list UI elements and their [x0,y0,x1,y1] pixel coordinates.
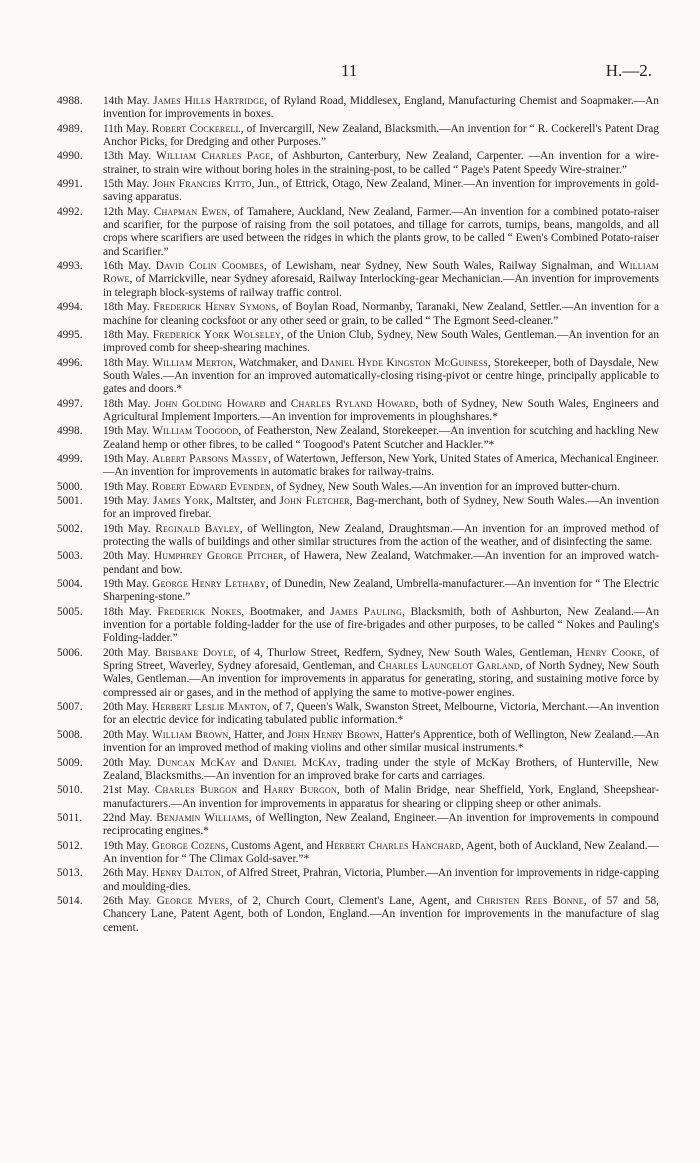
patent-entry [57,578,659,605]
patent-entry [57,481,659,494]
entry-description: , Agent, both of Auckland, New Zealand.—An invention for “ The Climax Gold-saver.”* [103,839,659,865]
applicant-name: Daniel Hyde Kingston McGuiness [320,356,488,369]
applicant-name: Frederick Henry Symons [153,301,276,314]
applicant-name: Robert Edward Evenden [151,480,272,493]
entry-text [103,784,659,811]
entry-description: , both of Malin Bridge, near Sheffield, York, England, Sheepshear-manufacturers.—An invention for improvements in apparatus for shearing or clipping sheep or other animals. [103,784,660,810]
entry-description: , of Ashburton, Canterbury, New Zealand, Carpenter. —An invention for a wire-strainer, to strain wire without boring holes in the straining-post, to be called “ Page's Patent Speedy Wire-strainer.” [103,150,659,176]
applicant-name: Charles Burgon [154,784,238,797]
entry-description: , Bag-merchant, both of Sydney, New South Wales.—An invention for an improved firebar. [103,494,659,521]
entry-number: 4988. [57,95,83,107]
entry-description: , trading under the style of McKay Brothers, of Hunterville, New Zealand, Blacksmiths.—An invention for an improved brake for carts and carriages. [103,756,659,782]
patent-entry [57,329,659,356]
entry-date: 19th May. [103,425,150,438]
entry-number: 5008. [57,728,83,741]
entry-text [103,895,659,935]
patent-entry [57,95,659,122]
entry-description: , of Invercargill, New Zealand, Blacksmith.—An invention for “ R. Cockerell's Patent Drag Anchor Picks, for Dredging and other Purposes.” [103,122,659,149]
patent-entry [57,495,659,522]
entry-number: 5006. [57,646,83,659]
applicant-name: Henry Dalton [151,867,222,880]
entry-description: , Hatter's Apprentice, both of Wellington, New Zealand.—An invention for an improved method of making violins and other similar musical instruments.* [103,728,659,755]
entry-number: 5013. [57,867,83,880]
patent-entry [57,784,659,811]
patent-entry [57,812,659,839]
entry-number: 5012. [57,839,83,852]
entry-text [103,206,659,259]
applicant-name: Duncan McKay [156,756,236,769]
entry-number: 5009. [57,756,83,769]
applicant-name: John Francies Kitto [152,178,252,191]
entry-number: 4998. [57,425,83,438]
applicant-name: Herbert Leslie Manton [151,701,268,714]
applicant-name: John Golding Howard [154,397,266,410]
entry-number: 5007. [57,701,83,714]
entry-number: 5014. [57,894,83,907]
applicant-name: William Brown [152,728,229,741]
applicant-name: Benjamin Williams [156,811,250,824]
entry-description: , of Featherston, New Zealand, Storekeeper.—An invention for scutching and hackling New Zealand hemp or other fibres, to be called “ Toogood's Patent Scutcher and Hackler.”* [103,425,659,451]
entry-number: 4991. [57,178,83,191]
entry-date: 15th May. [103,178,150,191]
entry-date: 19th May. [103,494,150,507]
entry-date: 19th May. [103,452,149,465]
applicant-name: Frederick Nokes [157,605,242,618]
applicant-name: John Henry Brown [287,728,380,741]
entry-text [103,453,659,480]
entry-description: , of 7, Queen's Walk, Swanston Street, Melbourne, Victoria, Merchant.—An invention for an electric device for indicating tabulated public information.* [103,701,659,727]
patent-entry [57,453,659,480]
applicant-name: Brisbane Doyle [154,646,234,659]
entry-description: , of 4, Thurlow Street, Redfern, Sydney, New South Wales, Gentleman, [233,646,577,659]
applicant-name: James York [153,494,210,507]
entry-description: , of Wellington, New Zealand, Draughtsman.—An invention for an improved method of protecting the walls of buildings and other similar structures from the action of the weather, and of disinfecting the same. [103,522,660,548]
entry-date: 19th May. [103,839,149,852]
entry-description: , Jun., of Ettrick, Otago, New Zealand, Miner.—An invention for improvements in gold-saving apparatus. [103,178,659,204]
patent-entry [57,301,659,328]
entry-number: 4989. [57,122,83,135]
patent-entries-list [57,95,659,936]
entry-number: 4997. [57,397,83,410]
entry-date: 21st May. [103,784,150,797]
entry-text [103,523,659,550]
entry-date: 18th May. [103,356,150,369]
entry-date: 18th May. [103,301,150,314]
entry-number: 4999. [57,452,83,465]
entry-date: 20th May. [103,728,150,741]
entry-description: and [235,756,264,769]
entry-number: 4994. [57,301,83,314]
applicant-name: Christen Rees Bonne [476,894,584,907]
entry-text [103,701,659,728]
entry-description: , Storekeeper, both of Daysdale, New South Wales.—An invention for an improved automatically-closing rising-pivot or centre hinge, principally applicable to gates and doors.* [103,356,659,396]
entry-text [103,178,659,205]
entry-date: 26th May. [103,867,149,880]
entry-date: 26th May. [103,894,152,907]
applicant-name: Harry Burgon [263,784,337,797]
patent-entry [57,150,659,177]
applicant-name: Daniel McKay [263,756,338,769]
entry-text [103,867,659,894]
entry-description: , of North Sydney, New South Wales, Gentleman.—An invention for improvements in apparatus for generating, storing, and sustaining motive force by compressed air or gases, and in the method of applying the same to motive-power engines. [103,660,659,699]
entry-number: 4990. [57,150,83,163]
entry-text [103,301,659,328]
entry-text [103,840,659,867]
entry-description: and [265,397,291,410]
entry-description: , Watchmaker, and [233,356,321,369]
entry-date: 14th May. [103,95,150,107]
entry-number: 5000. [57,480,83,493]
patent-entry [57,606,659,646]
applicant-name: Albert Parsons Massey [151,452,269,465]
entry-description: , of Lewisham, near Sydney, New South Wales, Railway Signalman, and [264,260,619,273]
entry-text [103,95,659,122]
entry-number: 5003. [57,550,83,563]
entry-text [103,729,659,756]
applicant-name: John Fletcher [279,494,350,507]
entry-description: , of the Union Club, Sydney, New South Wales, Gentleman.—An invention for an improved comb for sheep-shearing machines. [103,328,659,355]
entry-description: , of Sydney, New South Wales.—An invention for an improved butter-churn. [271,480,620,493]
entry-number: 5001. [57,494,83,507]
entry-description: , of Ryland Road, Middlesex, England, Manufacturing Chemist and Soapmaker.—An invention for improvements in boxes. [103,95,659,121]
entry-description: , Hatter, and [228,728,288,741]
entry-description: and [237,784,264,797]
entry-number: 5004. [57,578,83,591]
entry-description: , of Watertown, Jefferson, New York, United States of America, Mechanical Engineer.—An invention for improvements in automatic brakes for railway-trains. [103,452,659,479]
applicant-name: Chapman Ewen [153,205,228,218]
entry-date: 11th May. [103,122,149,135]
page-header [0,61,700,81]
entry-date: 22nd May. [103,811,153,824]
patent-entry [57,867,659,894]
entry-number: 5011. [57,811,83,824]
patent-entry [57,178,659,205]
entry-description: , Blacksmith, both of Ashburton, New Zealand.—An invention for a portable folding-ladder for the use of fire-brigades and other purposes, to be called “ Nokes and Pauling's Folding-ladder.” [103,605,660,645]
entry-description: , of Tamahere, Auckland, New Zealand, Farmer.—An invention for a combined potato-raiser and scarifier, for the purpose of raising from the soil potatoes, and tillage for carrots, turnips, beans, mangolds, and all crops where scarifiers are used between the ridges in which the plants grow, to be called “ Ewen's Combined Potato-raiser and Scarifier.” [103,205,659,258]
entry-description: , of Boylan Road, Normanby, Taranaki, New Zealand, Settler.—An invention for a machine for cleaning cocksfoot or any other seed or grain, to be called “ The Egmont Seed-cleaner.” [103,301,659,327]
applicant-name: George Myers [156,894,230,907]
applicant-name: Henry Cooke [576,646,643,659]
entry-number: 4996. [57,356,83,369]
entry-date: 20th May. [103,701,149,714]
entry-text [103,150,659,177]
applicant-name: Robert Cockerell [151,122,241,135]
entry-text [103,481,659,494]
entry-date: 20th May. [103,550,150,563]
applicant-name: Reginald Bayley [155,522,240,535]
entry-description: , Maltster, and [209,494,280,507]
entry-text [103,812,659,839]
patent-entry [57,425,659,452]
entry-description: , of Hawera, New Zealand, Watchmaker.—An invention for an improved watch-pendant and bow. [103,550,659,576]
entry-text [103,357,659,397]
entry-number: 4995. [57,328,83,341]
entry-date: 16th May. [103,260,151,273]
patent-entry [57,550,659,577]
patent-entry [57,523,659,550]
entry-number: 5002. [57,522,83,535]
entry-text [103,260,659,300]
applicant-name: James Hills Hartridge [153,95,265,107]
entry-date: 20th May. [103,756,152,769]
entry-text [103,123,659,150]
patent-entry [57,840,659,867]
entry-description: , of 2, Church Court, Clement's Lane, Agent, and [229,894,477,907]
entry-description: , of Spring Street, Waverley, Sydney aforesaid, Gentleman, and [103,646,659,673]
applicant-name: William Toogood [152,425,239,438]
applicant-name: Humphrey George Pitcher [153,550,284,563]
entry-text [103,398,659,425]
entry-description: , of 57 and 58, Chancery Lane, Patent Agent, both of London, England.—An invention for improvements in the manufacture of slag cement. [103,894,659,934]
page-number: 11 [341,61,358,80]
entry-date: 12th May. [103,205,150,218]
patent-entry [57,895,659,935]
applicant-name: George Cozens [151,839,226,852]
patent-entry [57,398,659,425]
entry-date: 18th May. [103,397,151,410]
entry-description: , of Wellington, New Zealand, Engineer.—An invention for improvements in compound reciprocating engines.* [103,811,659,838]
entry-date: 19th May. [103,522,151,535]
entry-number: 4993. [57,260,83,273]
entry-text [103,647,659,700]
applicant-name: William Rowe [103,260,659,286]
patent-entry [57,701,659,728]
entry-date: 20th May. [103,646,151,659]
applicant-name: Frederick York Wolseley [152,328,281,341]
entry-text [103,578,659,605]
entry-text [103,495,659,522]
entry-description: , of Marrickville, near Sydney aforesaid, Railway Interlocking-gear Mechanician.—An invention for improvements in telegraph block-systems of railway traffic control. [103,273,659,299]
entry-description: , of Dunedin, New Zealand, Umbrella-manufacturer.—An invention for “ The Electric Sharpening-stone.” [103,578,659,604]
applicant-name: Herbert Charles Hanchard [325,839,462,852]
entry-description: , both of Sydney, New South Wales, Engineers and Agricultural Implement Importers.—An invention for improvements in ploughshares.* [103,397,659,423]
entry-description: , Bootmaker, and [241,605,331,618]
applicant-name: Charles Launcelot Garland [378,660,520,673]
entry-text [103,425,659,452]
entry-text [103,606,659,646]
entry-number: 4992. [57,205,83,218]
applicant-name: James Pauling [330,605,403,618]
entry-date: 13th May. [103,150,152,163]
patent-entry [57,729,659,756]
entry-text [103,550,659,577]
applicant-name: Charles Ryland Howard [290,397,416,410]
patent-entry [57,647,659,700]
patent-entry [57,260,659,300]
entry-number: 5005. [57,605,83,618]
entry-text [103,757,659,784]
applicant-name: William Merton [152,356,234,369]
entry-number: 5010. [57,784,83,797]
applicant-name: George Henry Lethaby [152,578,266,591]
entry-description: , Customs Agent, and [225,839,326,852]
patent-entry [57,206,659,259]
document-reference: H.—2. [605,61,652,80]
entry-date: 19th May. [103,578,150,591]
patent-entry [57,123,659,150]
entry-description: , of Alfred Street, Prahran, Victoria, Plumber.—An invention for improvements in ridge-capping and moulding-dies. [103,867,659,893]
patent-entry [57,357,659,397]
patent-entry [57,757,659,784]
applicant-name: David Colin Coombes [155,260,265,273]
entry-text [103,329,659,356]
entry-date: 19th May. [103,480,149,493]
entry-date: 18th May. [103,328,150,341]
applicant-name: William Charles Page [156,150,271,163]
entry-date: 18th May. [103,605,152,618]
